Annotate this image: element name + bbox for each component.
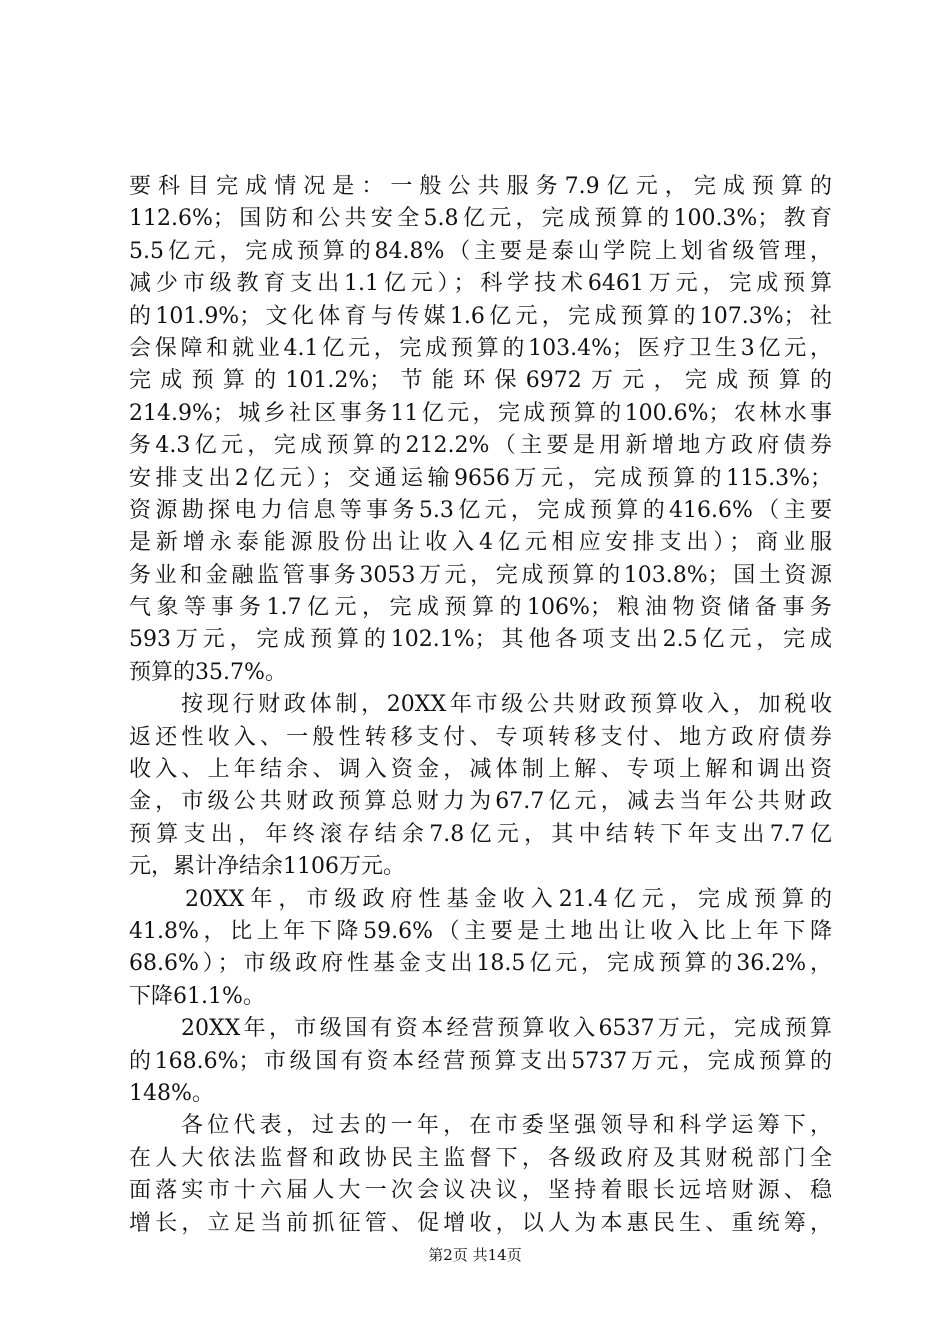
text-line: 41.8%，比上年下降59.6%（主要是土地出让收入比上年下降 [129,918,832,944]
text-line: 会保障和就业4.1亿元，完成预算的103.4%；医疗卫生3亿元， [129,335,832,361]
text-line: 预算支出，年终滚存结余7.8亿元，其中结转下年支出7.7亿 [129,821,832,847]
text-line: 面落实市十六届人大一次会议决议，坚持着眼长远培财源、稳 [129,1178,832,1204]
text-line: 金，市级公共财政预算总财力为67.7亿元，减去当年公共财政 [129,789,832,815]
paragraph-end-line: 下降61.1%。 [129,983,265,1009]
text-line: 68.6%）；市级政府性基金支出18.5亿元，完成预算的36.2%， [129,951,832,977]
paragraph-start-line: 20XX年，市级国有资本经营预算收入6537万元，完成预算 [181,1016,832,1042]
paragraph-start-line: 各位代表，过去的一年，在市委坚强领导和科学运筹下， [181,1113,832,1139]
paragraph-end-line: 元，累计净结余1106万元。 [129,854,405,880]
text-line: 资源勘探电力信息等事务5.3亿元，完成预算的416.6%（主要 [129,497,832,523]
text-line: 返还性收入、一般性转移支付、专项转移支付、地方政府债券 [129,724,832,750]
text-line: 112.6%；国防和公共安全5.8亿元，完成预算的100.3%；教育 [129,206,832,232]
text-line: 收入、上年结余、调入资金，减体制上解、专项上解和调出资 [129,757,832,783]
text-line: 增长，立足当前抓征管、促增收，以人为本惠民生、重统筹， [129,1210,832,1236]
page-footer [0,1244,950,1265]
text-line: 完成预算的101.2%；节能环保6972万元，完成预算的 [129,368,832,394]
text-line: 务4.3亿元，完成预算的212.2%（主要是用新增地方政府债券 [129,433,832,459]
text-line: 593万元，完成预算的102.1%；其他各项支出2.5亿元，完成 [129,627,832,653]
text-line: 的168.6%；市级国有资本经营预算支出5737万元，完成预算的 [129,1048,832,1074]
text-line: 在人大依法监督和政协民主监督下，各级政府及其财税部门全 [129,1145,832,1171]
text-line: 是新增永泰能源股份出让收入4亿元相应安排支出）；商业服 [129,530,832,556]
text-line: 气象等事务1.7亿元，完成预算的106%；粮油物资储备事务 [129,595,832,621]
text-line: 务业和金融监管事务3053万元，完成预算的103.8%；国土资源 [129,562,832,588]
text-line: 214.9%；城乡社区事务11亿元，完成预算的100.6%；农林水事 [129,400,832,426]
text-line: 要科目完成情况是：一般公共服务7.9亿元，完成预算的 [129,174,832,199]
paragraph-start-line: 20XX年，市级政府性基金收入21.4亿元，完成预算的 [185,886,832,912]
paragraph-start-line: 按现行财政体制，20XX年市级公共财政预算收入，加税收 [181,692,832,718]
text-line: 5.5亿元，完成预算的84.8%（主要是泰山学院上划省级管理， [129,238,832,264]
text-line: 减少市级教育支出1.1亿元）；科学技术6461万元，完成预算 [129,271,832,297]
text-line: 安排支出2亿元）；交通运输9656万元，完成预算的115.3%； [129,465,832,491]
paragraph-end-line: 预算的35.7%。 [129,659,287,685]
page-number: 第2页 共14页 [428,1246,522,1264]
paragraph-end-line: 148%。 [129,1080,214,1106]
text-line: 的101.9%；文化体育与传媒1.6亿元，完成预算的107.3%；社 [129,303,832,329]
document-body [129,171,832,1240]
